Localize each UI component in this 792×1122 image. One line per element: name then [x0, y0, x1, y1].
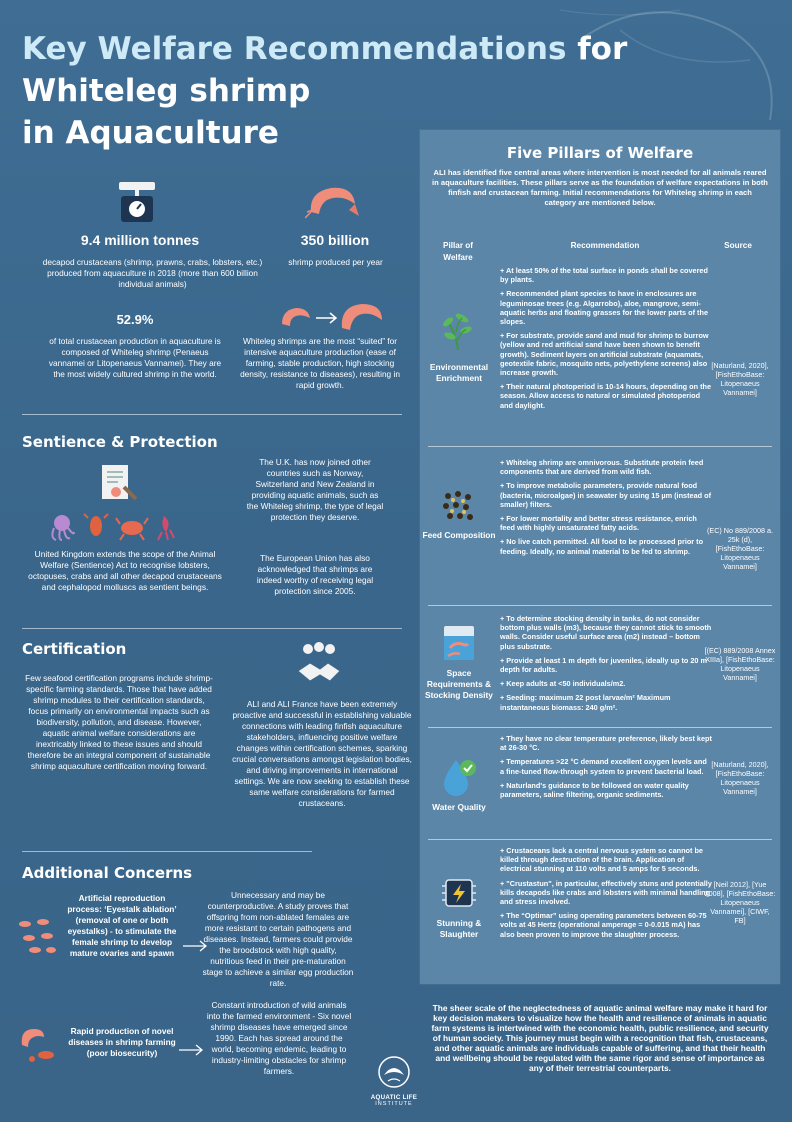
- shrimp-group-icon: [15, 914, 59, 958]
- eu-text: The European Union has also acknowledged that shrimps are indeed worthy of receiving legal protection since 2005.: [256, 553, 374, 596]
- pillar-label: Feed Composition: [422, 530, 496, 540]
- sea-animals-icons: [48, 512, 178, 542]
- recommendation: + To improve metabolic parameters, provide natural food (bacteria, microalgae) in seawater by using 15 µm (instead of smaller) filters.: [500, 481, 712, 509]
- other-countries-text: The U.K. has now joined other countries such as Norway, Switzerland and New Zealand in providing aquatic animals, such as the Whiteleg shrimp, the type of legal protection they deserve.: [246, 457, 384, 522]
- microbe-shrimp-icon: [16, 1025, 60, 1069]
- title-for: for: [577, 31, 628, 67]
- recommendation: + Crustaceans lack a central nervous system so cannot be killed through destruction of the brain. Application of electrical stunning at 110 volts and 5 amps for 5 seconds.: [500, 846, 703, 874]
- pillar-label: Environmental Enrichment: [429, 362, 489, 383]
- divider: [22, 414, 402, 415]
- title-line-1: Key Welfare Recommendations: [22, 31, 578, 67]
- uk-sentience-text: United Kingdom extends the scope of the Animal Welfare (Sentience) Act to recognise lobsters, octopuses, crabs and all other decapod crustaceans and cephalopod molluscs as sentient beings.: [28, 549, 222, 592]
- recommendation: + For lower mortality and better stress resistance, enrich feed with highly unsaturated fatty acids.: [500, 514, 697, 533]
- tonnes-value: 9.4 million tonnes: [80, 232, 200, 248]
- pillar-source: [Naturland, 2020], [FishEthoBase: Litopenaeus Vannamei]: [711, 361, 769, 397]
- billion-description: shrimp produced per year: [288, 257, 383, 267]
- arrow-icon: [178, 1044, 204, 1056]
- recommendation: + Naturland's guidance to be followed on water quality parameters, saline filtering, organic sediments.: [500, 780, 689, 800]
- sentience-heading: Sentience & Protection: [22, 433, 218, 451]
- novel-diseases-consequence-text: Constant introduction of wild animals into the farmed environment - Six novel shrimp diseases have emerged since 1990. Each has spread around the world, becoming endemic, leading to industry-limiting obstacles for shrimp farmers.: [206, 1000, 352, 1076]
- row-divider: [428, 727, 772, 728]
- recommendation: + No live catch permitted. All food to be processed prior to feeding. Ideally, no animal material to be fed to shrimp.: [500, 537, 704, 556]
- title-line-2: Whiteleg shrimp: [22, 73, 311, 109]
- feed-pellets-icon: [438, 486, 480, 528]
- pillars-intro: ALI has identified five central areas where intervention is most needed for all animals reared in aquaculture facilities. These pillars serve as the foundation of welfare expectations in both finfish and crustacean farming. Initial recommendations for Whiteleg shrimp in each category are mentioned below.: [432, 168, 768, 207]
- certification-left-text: Few seafood certification programs include shrimp-specific farming standards. Those that have added shrimp modules to their certification standards, focus primarily on environmental impacts such as biodiversity, pollution, and disease. However, aquatic animal welfare considerations are inextricably linked to these issues and should therefore be an integral component of sustainable shrimp aquaculture certification moving forward.: [25, 673, 213, 771]
- pillar-label: Space Requirements & Stocking Density: [425, 668, 493, 700]
- five-pillars-panel: [420, 130, 780, 984]
- tank-icon: [438, 622, 480, 664]
- pillar-source: [(EC) 889/2008 Annex XIIIa], [FishEthoBase: Litopenaeus Vannamei]: [704, 646, 776, 682]
- pillar-label: Water Quality: [432, 802, 486, 812]
- pillars-heading: Five Pillars of Welfare: [506, 144, 694, 162]
- percent-value: 52.9%: [116, 312, 154, 327]
- recommendation: + "Crustastun", in particular, effectively stuns and potentially kills decapods like crabs and lobsters with minimal handling and stress involved.: [500, 878, 712, 907]
- document-gavel-icon: [98, 463, 138, 505]
- recommendation: + Recommended plant species to have in enclosures are leguminosae trees (e.g. Algarrobo), aloe, mangrove, semi-aquatic herbs and floating grasses for the lower parts of the slopes.: [500, 289, 709, 327]
- recommendation: + To determine stocking density in tanks, do not consider bottom plus walls (m3), because they cannot stick to smooth walls. Consider useful surface area (m2) instead – bottom plus substrate.: [500, 614, 712, 651]
- recommendation: + Seeding: maximum 22 post larvae/m² Maximum instantaneous biomass: 240 g/m².: [500, 693, 671, 712]
- scale-icon: [115, 180, 159, 224]
- recommendation: + Keep adults at <50 individuals/m2.: [500, 679, 626, 689]
- logo-emblem-icon: [374, 1055, 414, 1089]
- pillar-recommendations: [500, 614, 712, 717]
- recommendation: + At least 50% of the total surface in ponds shall be covered by plants.: [500, 266, 708, 285]
- pillar-label: Stunning & Slaughter: [436, 918, 482, 939]
- logo-line-1: AQUATIC LIFE: [370, 1094, 418, 1101]
- pillar-recommendations: [500, 734, 712, 804]
- row-divider: [428, 605, 772, 606]
- col-header-pillar: Pillar of Welfare: [442, 241, 474, 262]
- shrimp-growth-icon: [280, 300, 384, 334]
- recommendation: + Whiteleg shrimp are omnivorous. Substitute protein feed components that are derived from wild fish.: [500, 458, 704, 477]
- concerns-heading: Additional Concerns: [22, 864, 193, 882]
- pillar-recommendations: [500, 846, 712, 944]
- row-divider: [428, 446, 772, 447]
- pillar-recommendations: [500, 458, 712, 561]
- recommendation: + The “Optimar” using operating parameters between 60-75 volts at 45 Hertz (operational amperage = 0-0.015 mA) has also been proven to improve the slaughter process.: [500, 911, 707, 939]
- recommendation: + They have no clear temperature preference, likely best kept at 26-30 °C.: [500, 734, 712, 753]
- novel-diseases-text: Rapid production of novel diseases in shrimp farming (poor biosecurity): [68, 1026, 176, 1058]
- recommendation: + Provide at least 1 m depth for juveniles, ideally up to 20 m depth for adults.: [500, 655, 708, 675]
- plant-icon: [438, 310, 480, 352]
- recommendation: + Temperatures >22 °C demand excellent oxygen levels and a fine-tuned flow-through system to prevent bacterial load.: [500, 757, 707, 776]
- aquatic-life-institute-logo: [368, 1055, 420, 1107]
- suited-description: Whiteleg shrimps are the most “suited” for intensive aquaculture production (ease of farming, stable production, high stocking density, resistance to diseases), resulting in rapid growth.: [240, 336, 400, 390]
- percent-description: of total crustacean production in aquaculture is composed of Whiteleg shrimp (Penaeus vannamei or Litopenaeus Vannamei). They are the most widely cultured shrimp in the world.: [48, 336, 222, 379]
- pillar-source: (EC) No 889/2008 a. 25k (d), [FishEthoBase: Litopenaeus Vannamei]: [707, 526, 773, 571]
- certification-heading: Certification: [22, 640, 127, 658]
- recommendation: + Their natural photoperiod is 10-14 hours, depending on the season. Allow access to natural or simulated photoperiod and daylight.: [500, 382, 712, 410]
- billion-value: 350 billion: [300, 232, 370, 248]
- row-divider: [428, 839, 772, 840]
- pillar-recommendations: [500, 266, 712, 415]
- recommendation: + For substrate, provide sand and mud for shrimp to burrow (yellow and red artificial sand have been shown to benefit growth). Sediment layers on artificial substrate (aquamats, geotextile fabric, mosquito nets, polyethylene screens) also increase growth.: [500, 331, 709, 378]
- closing-statement: The sheer scale of the neglectedness of aquatic animal welfare may make it hard for key decision makers to visualize how the health and resilience of animals in aquatic farm systems is intertwined with the economic health, public resilience, and security of human society. This journey must begin with a recognition that fish, crustaceans, and other aquatic animals are individuals capable of suffering, and that their health and wellbeing should be regulated with the same rigor and sense of importance as any of their terrestrial counterparts.: [431, 1003, 769, 1073]
- col-header-source: Source: [724, 241, 752, 250]
- eyestalk-ablation-text: Artificial reproduction process: ‘Eyestalk ablation’ (removal of one or both eyestalks) - to stimulate the female shrimp to develop mature ovaries and spawn: [67, 893, 177, 958]
- divider: [22, 851, 312, 852]
- pillar-source: [Neil 2012], [Yue 2008], [FishEthoBase: Litopenaeus Vannamei], [CIWF, FB]: [704, 880, 776, 925]
- electric-chip-icon: [438, 872, 480, 914]
- certification-right-text: ALI and ALI France have been extremely proactive and successful in establishing valuable connections with leading finfish aquaculture stakeholders, influencing positive welfare changes within certification schemes, sparking crucial conversations amongst legislation bodies, and driving improvements in international settings. We are now seeking to establish these same welfare considerations for farmed crustaceans.: [232, 699, 412, 808]
- water-drop-check-icon: [438, 756, 480, 798]
- eyestalk-consequence-text: Unnecessary and may be counterproductive. A study proves that offspring from non-ablated females are more resistant to certain pathogens and diseases. Instead, farmers could provide the broodstock with high quality, nutritious feed in their pre-maturation stage to achieve a similar egg production rate.: [202, 890, 354, 988]
- divider: [22, 628, 402, 629]
- shrimp-icon: [305, 182, 361, 222]
- handshake-icon: [296, 641, 342, 687]
- tonnes-description: decapod crustaceans (shrimp, prawns, crabs, lobsters, etc.) produced from aquaculture in 2018 (more than 600 billion individual animals): [42, 257, 263, 289]
- title-line-3: in Aquaculture: [22, 115, 279, 151]
- col-header-recommendation: Recommendation: [570, 241, 640, 250]
- pillar-source: [Naturland, 2020], [FishEthoBase: Litopenaeus Vannamei]: [711, 760, 769, 796]
- logo-line-2: INSTITUTE: [375, 1101, 413, 1107]
